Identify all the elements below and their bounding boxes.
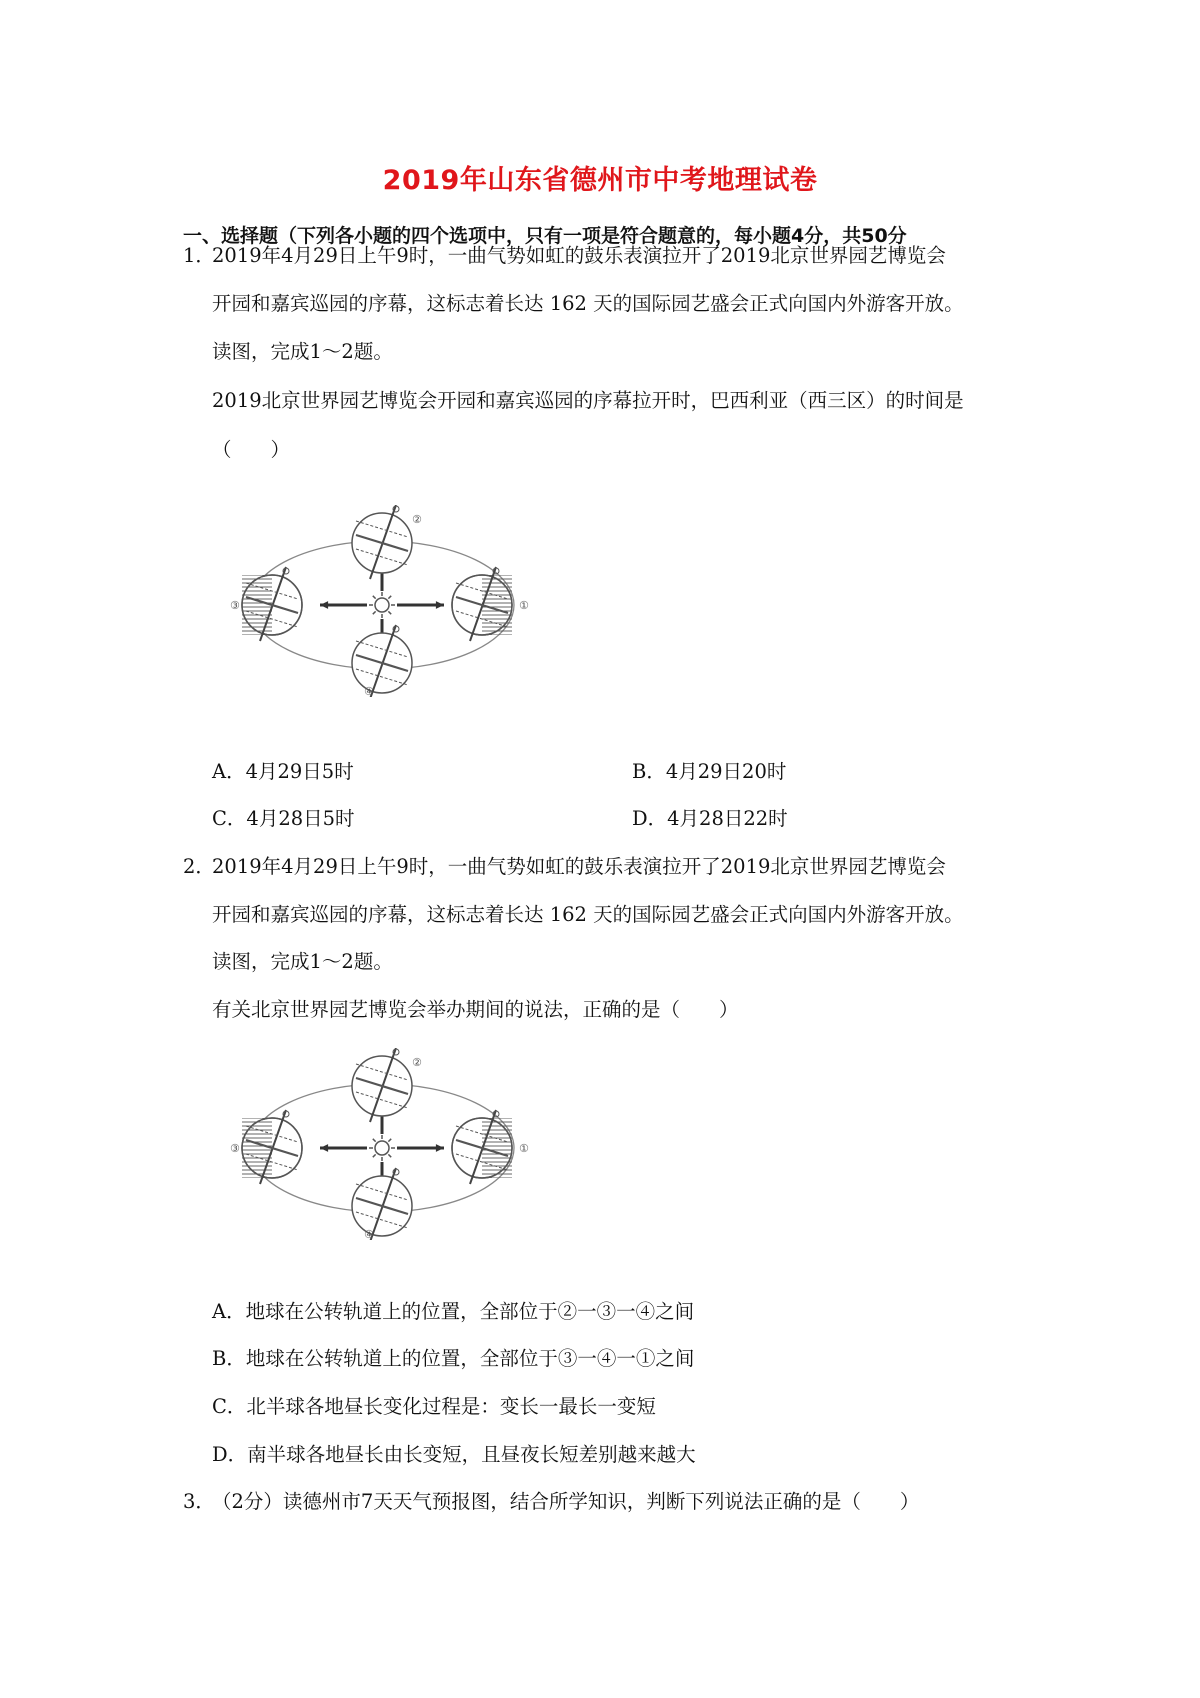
earth-position-1: [452, 567, 529, 641]
q1-option-b[interactable]: B．4月29日20时: [632, 760, 787, 783]
earth-position-4: [352, 625, 412, 697]
arrow-left: [320, 1144, 367, 1152]
arrow-left: [320, 601, 367, 609]
q2-intro-line2: 开园和嘉宾巡园的序幕，这标志着长达 162 天的国际园艺盛会正式向国内外游客开放。: [212, 903, 964, 926]
position-label: ②: [412, 513, 422, 526]
q1-option-a[interactable]: A．4月29日5时: [212, 760, 354, 783]
q1-option-d[interactable]: D．4月28日22时: [632, 807, 788, 830]
q1-intro-line3: 读图，完成1～2题。: [212, 340, 393, 363]
sun-icon: [369, 1135, 395, 1161]
earth-position-1: [452, 1110, 529, 1184]
q1-question: 2019北京世界园艺博览会开园和嘉宾巡园的序幕拉开时，巴西利亚（西三区）的时间是: [212, 389, 964, 412]
q2-number: 2．: [183, 855, 215, 878]
q2-option-b[interactable]: B．地球在公转轨道上的位置，全部位于③一④一①之间: [212, 1347, 695, 1370]
q2-intro-line3: 读图，完成1～2题。: [212, 950, 393, 973]
position-label: ④: [364, 685, 374, 697]
q1-intro-line2: 开园和嘉宾巡园的序幕，这标志着长达 162 天的国际园艺盛会正式向国内外游客开放。: [212, 292, 964, 315]
q1-answer-blank: （ ）: [212, 438, 291, 461]
q3-text: （2分）读德州市7天天气预报图，结合所学知识，判断下列说法正确的是（ ）: [212, 1490, 920, 1513]
earth-position-3: [230, 1110, 302, 1184]
earth-position-3: [230, 567, 302, 641]
position-label: ①: [519, 1142, 529, 1155]
position-label: ④: [364, 1228, 374, 1240]
q2-option-d[interactable]: D．南半球各地昼长由长变短，且昼夜长短差别越来越大: [212, 1443, 696, 1466]
sun-icon: [369, 592, 395, 618]
position-label: ①: [519, 599, 529, 612]
position-label: ③: [230, 1142, 240, 1155]
q1-number: 1．: [183, 244, 215, 267]
q2-option-a[interactable]: A．地球在公转轨道上的位置，全部位于②一③一④之间: [212, 1300, 695, 1323]
position-label: ③: [230, 599, 240, 612]
q1-intro-line1: 2019年4月29日上午9时，一曲气势如虹的鼓乐表演拉开了2019北京世界园艺博览会: [212, 244, 946, 267]
arrow-right: [397, 601, 444, 609]
q3-number: 3．: [183, 1490, 215, 1513]
arrow-right: [397, 1144, 444, 1152]
earth-position-2: [352, 505, 422, 579]
q2-intro-line1: 2019年4月29日上午9时，一曲气势如虹的鼓乐表演拉开了2019北京世界园艺博览会: [212, 855, 946, 878]
section-heading: 一、选择题（下列各小题的四个选项中，只有一项是符合题意的，每小题4分，共50分: [183, 225, 907, 247]
page-title: 2019年山东省德州市中考地理试卷: [382, 165, 818, 196]
q2-option-c[interactable]: C．北半球各地昼长变化过程是：变长一最长一变短: [212, 1395, 656, 1418]
q2-question: 有关北京世界园艺博览会举办期间的说法，正确的是（ ）: [212, 998, 739, 1021]
earth-position-2: [352, 1048, 422, 1122]
q1-option-c[interactable]: C．4月28日5时: [212, 807, 355, 830]
position-label: ②: [412, 1056, 422, 1069]
orbit-diagram-q1: [212, 505, 552, 701]
orbit-diagram-q2: [212, 1048, 552, 1244]
earth-position-4: [352, 1168, 412, 1240]
